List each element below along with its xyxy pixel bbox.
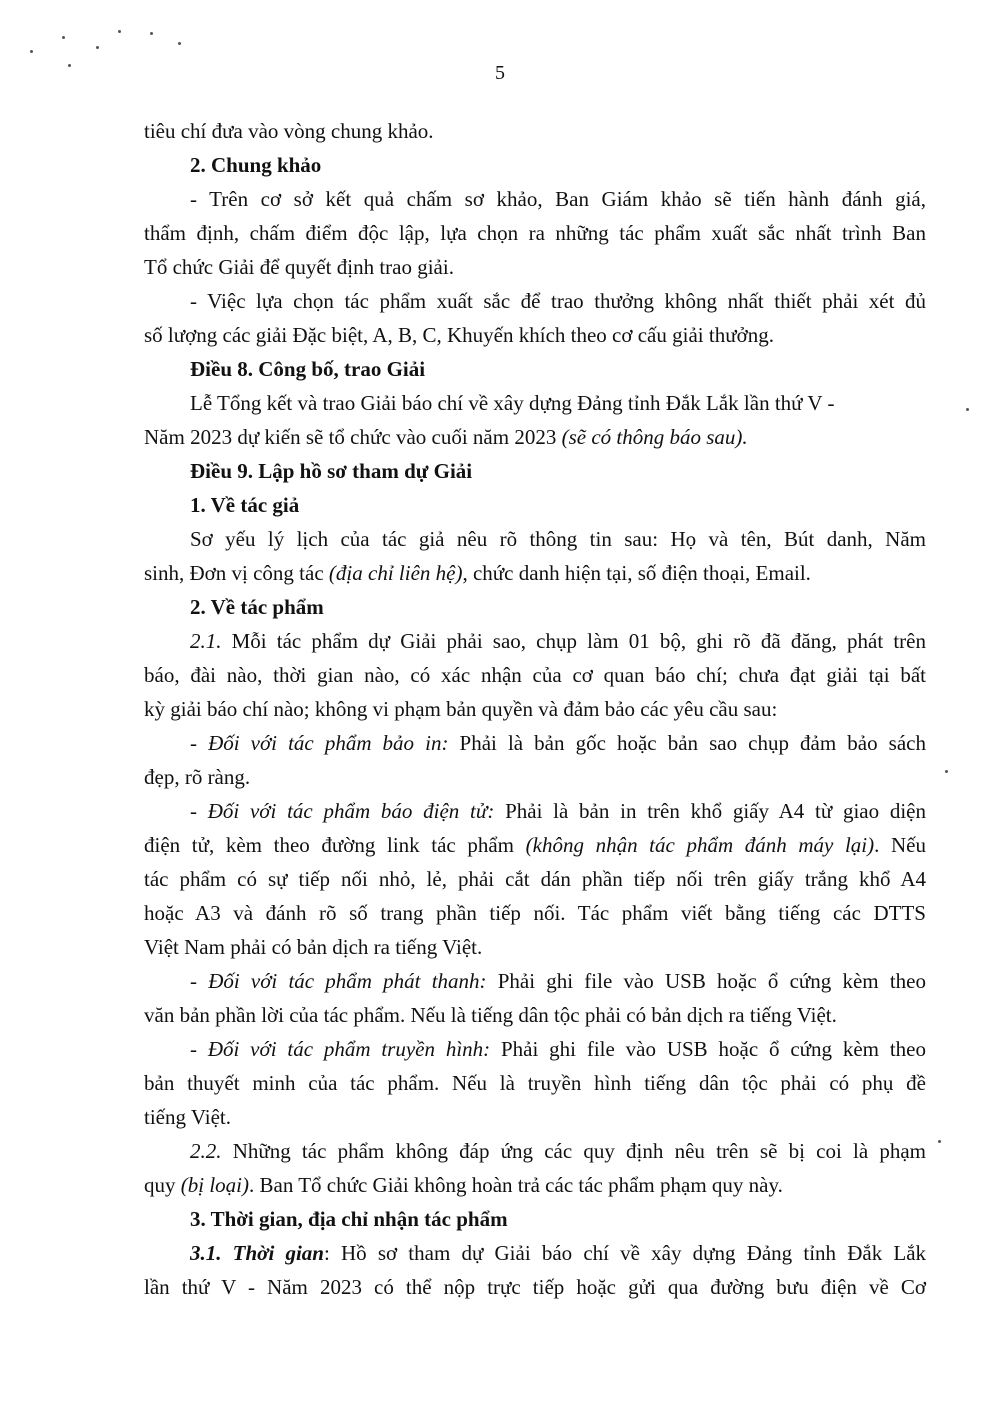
- text-line: báo, đài nào, thời gian nào, có xác nhận của cơ quan báo chí; chưa đạt giải tại bất: [144, 663, 926, 687]
- text-line: [144, 794, 926, 828]
- text-run: 2.1.: [190, 629, 222, 653]
- text-run: (sẽ có thông báo sau).: [561, 425, 748, 449]
- text-run: - Đối với tác phẩm báo điện tử:: [190, 799, 495, 823]
- section-heading: 3. Thời gian, địa chỉ nhận tác phẩm: [190, 1207, 508, 1231]
- text-line: [144, 1032, 926, 1066]
- text-run: quy: [144, 1173, 181, 1197]
- text-line: Lễ Tổng kết và trao Giải báo chí về xây dựng Đảng tỉnh Đắk Lắk lần thứ V -: [190, 391, 835, 415]
- scan-speck: [62, 36, 65, 39]
- text-run: Năm 2023 dự kiến sẽ tổ chức vào cuối năm 2023: [144, 425, 562, 449]
- section-heading: 2. Về tác phẩm: [190, 595, 324, 619]
- scan-speck: [178, 42, 181, 45]
- document-body: [144, 114, 926, 1304]
- text-run: Phải ghi file vào USB hoặc ổ cứng kèm theo: [486, 969, 926, 993]
- text-line: thẩm định, chấm điểm độc lập, lựa chọn ra những tác phẩm xuất sắc nhất trình Ban: [144, 221, 926, 245]
- text-line: [144, 1168, 926, 1202]
- text-run: sinh, Đơn vị công tác: [144, 561, 329, 585]
- text-line: - Việc lựa chọn tác phẩm xuất sắc để trao thưởng không nhất thiết phải xét đủ: [190, 289, 926, 313]
- text-run: 3.1. Thời gian: [190, 1241, 324, 1265]
- text-line: Việt Nam phải có bản dịch ra tiếng Việt.: [144, 935, 483, 959]
- text-run: điện tử, kèm theo đường link tác phẩm: [144, 833, 526, 857]
- text-line: Tổ chức Giải để quyết định trao giải.: [144, 255, 454, 279]
- page-number: 5: [495, 62, 505, 84]
- text-line: tiếng Việt.: [144, 1105, 232, 1129]
- text-line: đẹp, rõ ràng.: [144, 765, 251, 789]
- text-line: [144, 556, 926, 590]
- text-line: số lượng các giải Đặc biệt, A, B, C, Khuyến khích theo cơ cấu giải thưởng.: [144, 323, 774, 347]
- text-line: [144, 726, 926, 760]
- section-heading: Điều 9. Lập hồ sơ tham dự Giải: [190, 459, 473, 483]
- scan-speck: [945, 770, 948, 773]
- text-run: Những tác phẩm không đáp ứng các quy định nêu trên sẽ bị coi là phạm: [221, 1139, 926, 1163]
- text-line: Sơ yếu lý lịch của tác giả nêu rõ thông tin sau: Họ và tên, Bút danh, Năm: [190, 527, 926, 551]
- scan-speck: [938, 1140, 941, 1143]
- text-line: lần thứ V - Năm 2023 có thể nộp trực tiếp hoặc gửi qua đường bưu điện về Cơ: [144, 1275, 926, 1299]
- text-line: [144, 1236, 926, 1270]
- text-run: - Đối với tác phẩm truyền hình:: [190, 1037, 491, 1061]
- text-line: bản thuyết minh của tác phẩm. Nếu là truyền hình tiếng dân tộc phải có phụ đề: [144, 1071, 926, 1095]
- text-run: . Ban Tổ chức Giải không hoàn trả các tác phẩm phạm quy này.: [249, 1173, 783, 1197]
- text-line: [144, 624, 926, 658]
- text-line: tiêu chí đưa vào vòng chung khảo.: [144, 119, 434, 143]
- text-run: . Nếu: [874, 833, 926, 857]
- scan-speck: [966, 408, 969, 411]
- text-line: [144, 420, 926, 454]
- text-run: - Đối với tác phẩm phát thanh:: [190, 969, 487, 993]
- text-line: tác phẩm có sự tiếp nối nhỏ, lẻ, phải cắt dán phần tiếp nối trên giấy trắng khổ A4: [144, 867, 926, 891]
- text-run: , chức danh hiện tại, số điện thoại, Email.: [462, 561, 811, 585]
- text-line: - Trên cơ sở kết quả chấm sơ khảo, Ban Giám khảo sẽ tiến hành đánh giá,: [190, 187, 926, 211]
- section-heading: 2. Chung khảo: [190, 153, 322, 177]
- text-run: Phải là bản gốc hoặc bản sao chụp đảm bảo sách: [448, 731, 926, 755]
- text-line: văn bản phần lời của tác phẩm. Nếu là tiếng dân tộc phải có bản dịch ra tiếng Việt.: [144, 1003, 837, 1027]
- section-heading: 1. Về tác giả: [190, 493, 300, 517]
- text-run: : Hồ sơ tham dự Giải báo chí về xây dựng Đảng tỉnh Đắk Lắk: [323, 1241, 927, 1265]
- text-run: 2.2.: [190, 1139, 222, 1163]
- text-run: Phải ghi file vào USB hoặc ổ cứng kèm theo: [490, 1037, 927, 1061]
- scan-speck: [118, 30, 121, 33]
- text-run: (bị loại): [180, 1173, 249, 1197]
- text-run: (không nhận tác phẩm đánh máy lại): [525, 833, 875, 857]
- text-run: - Đối với tác phẩm bảo in:: [190, 731, 449, 755]
- text-run: Phải là bản in trên khổ giấy A4 từ giao diện: [494, 799, 926, 823]
- text-run: Mỗi tác phẩm dự Giải phải sao, chụp làm 01 bộ, ghi rõ đã đăng, phát trên: [221, 629, 926, 653]
- text-line: hoặc A3 và đánh rõ số trang phần tiếp nối. Tác phẩm viết bằng tiếng các DTTS: [144, 901, 926, 925]
- text-line: [144, 964, 926, 998]
- scan-speck: [30, 50, 33, 53]
- text-line: [144, 1134, 926, 1168]
- scan-speck: [96, 46, 99, 49]
- section-heading: Điều 8. Công bố, trao Giải: [190, 357, 426, 381]
- text-line: kỳ giải báo chí nào; không vi phạm bản quyền và đảm bảo các yêu cầu sau:: [144, 697, 778, 721]
- text-line: [144, 828, 926, 862]
- text-run: (địa chỉ liên hệ): [328, 561, 463, 585]
- scan-speck: [150, 32, 153, 35]
